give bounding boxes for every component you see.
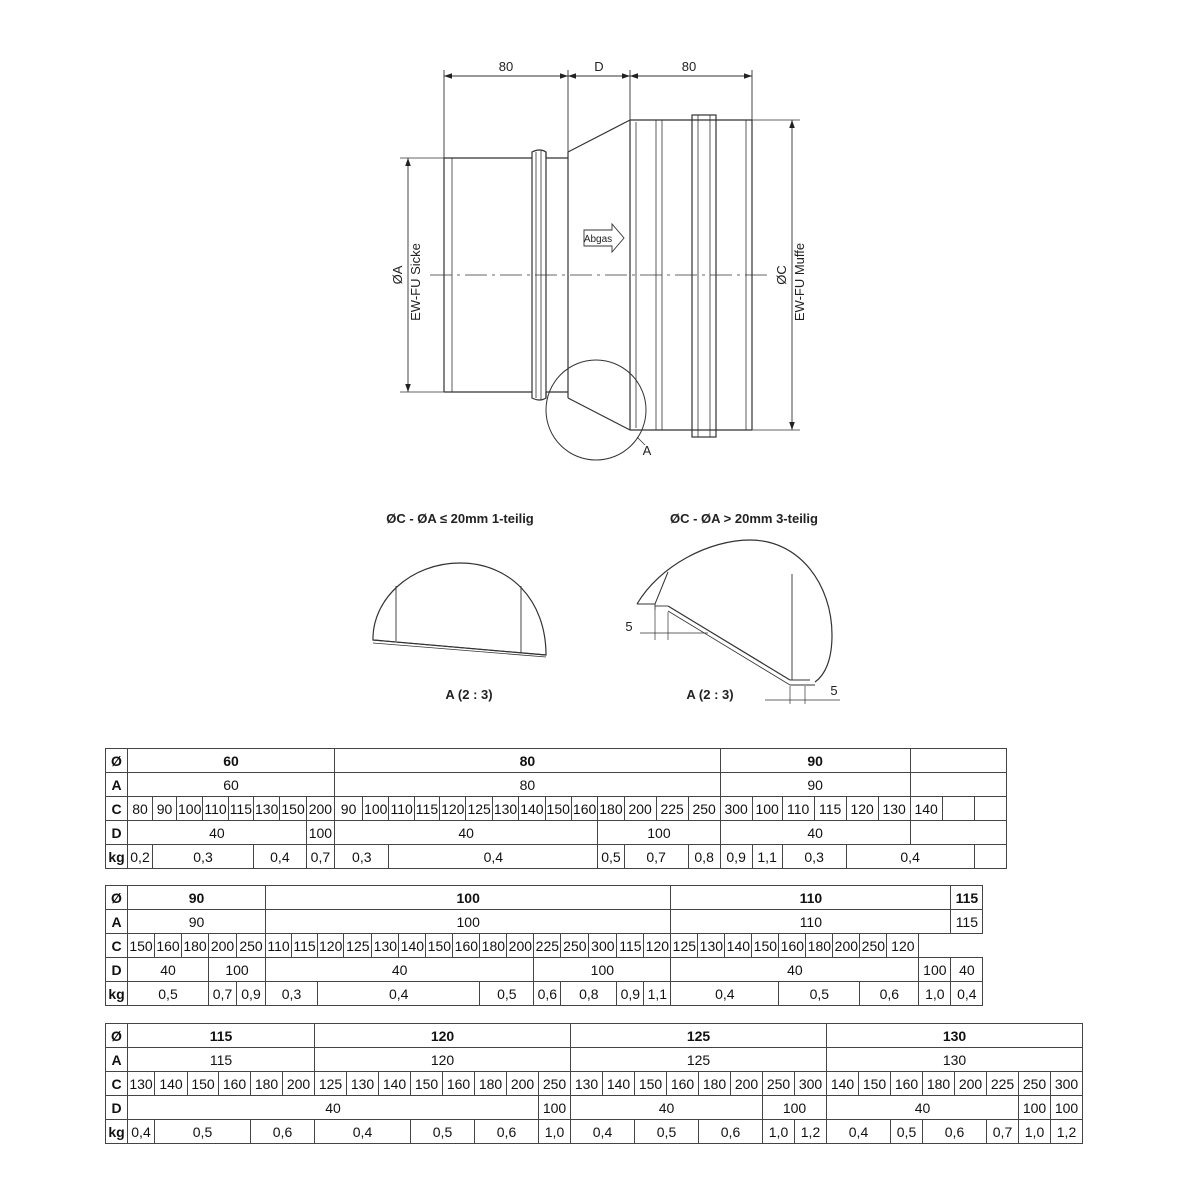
kg-value-cell: 0,6 [860, 982, 919, 1006]
table-row [106, 797, 1007, 821]
c-value-cell: 250 [763, 1072, 795, 1096]
kg-value-cell: 1,1 [752, 845, 782, 869]
kg-value-cell: 0,4 [827, 1120, 891, 1144]
row-header: C [106, 797, 128, 821]
kg-value-cell: 0,9 [617, 982, 644, 1006]
kg-value-cell: 0,7 [624, 845, 688, 869]
kg-value-cell: 0,5 [779, 982, 860, 1006]
c-value-cell: 130 [128, 1072, 155, 1096]
c-value-cell: 90 [153, 797, 177, 821]
d-value-cell [910, 821, 1006, 845]
table-row [106, 1024, 1083, 1048]
row-header: kg [106, 1120, 128, 1144]
c-value-cell: 80 [128, 797, 153, 821]
c-value-cell: 130 [492, 797, 518, 821]
c-value-cell: 140 [725, 934, 752, 958]
kg-value-cell: 0,4 [128, 1120, 155, 1144]
c-value-cell: 115 [814, 797, 846, 821]
table-row [106, 1072, 1083, 1096]
a-value-cell: 115 [951, 910, 983, 934]
table-row [106, 821, 1007, 845]
row-header: kg [106, 845, 128, 869]
kg-value-cell: 1,0 [763, 1120, 795, 1144]
kg-value-cell: 0,5 [891, 1120, 923, 1144]
row-header: A [106, 773, 128, 797]
c-value-cell: 110 [203, 797, 228, 821]
d-value-cell: 40 [128, 958, 209, 982]
c-value-cell: 150 [859, 1072, 891, 1096]
c-value-cell: 130 [878, 797, 910, 821]
kg-value-cell: 0,5 [411, 1120, 475, 1144]
kg-value-cell: 0,5 [598, 845, 624, 869]
c-value-cell: 180 [480, 934, 507, 958]
c-value-cell: 140 [827, 1072, 859, 1096]
d-value-cell: 100 [763, 1096, 827, 1120]
diameter-group-cell: 100 [266, 886, 671, 910]
c-value-cell: 100 [363, 797, 389, 821]
c-value-cell: 160 [571, 797, 597, 821]
c-value-cell: 100 [752, 797, 782, 821]
dim-top-mid: D [594, 59, 604, 74]
diameter-group-cell: 115 [951, 886, 983, 910]
c-value-cell: 115 [617, 934, 644, 958]
c-value-cell: 140 [519, 797, 545, 821]
kg-value-cell: 0,3 [335, 845, 389, 869]
table-row [106, 1048, 1083, 1072]
c-value-cell: 130 [372, 934, 399, 958]
a-value-cell: 80 [335, 773, 721, 797]
row-header: Ø [106, 886, 128, 910]
kg-value-cell: 0,4 [389, 845, 598, 869]
c-value-cell: 180 [923, 1072, 955, 1096]
c-value-cell: 300 [795, 1072, 827, 1096]
c-value-cell: 150 [426, 934, 453, 958]
kg-value-cell: 0,6 [534, 982, 561, 1006]
row-header: D [106, 958, 128, 982]
spec-table [105, 1023, 1083, 1144]
c-value-cell: 180 [251, 1072, 283, 1096]
detail2-caption: A (2 : 3) [686, 687, 734, 702]
diameter-group-cell: 130 [827, 1024, 1083, 1048]
c-value-cell: 150 [280, 797, 306, 821]
kg-value-cell: 0,8 [688, 845, 720, 869]
c-value-cell: 125 [315, 1072, 347, 1096]
detail1-caption: A (2 : 3) [445, 687, 493, 702]
diameter-group-cell: 80 [335, 749, 721, 773]
kg-value-cell: 0,5 [635, 1120, 699, 1144]
kg-value-cell: 0,2 [128, 845, 153, 869]
row-header: A [106, 1048, 128, 1072]
a-value-cell: 125 [571, 1048, 827, 1072]
detail2-dim-2: 5 [830, 683, 838, 698]
kg-value-cell: 0,3 [266, 982, 318, 1006]
c-value-cell: 120 [846, 797, 878, 821]
c-value-cell: 225 [656, 797, 688, 821]
kg-value-cell: 1,0 [919, 982, 951, 1006]
a-value-cell: 60 [128, 773, 335, 797]
kg-value-cell: 0,9 [720, 845, 752, 869]
a-value-cell: 90 [720, 773, 910, 797]
detail2-dim-1: 5 [625, 619, 633, 634]
d-value-cell: 40 [827, 1096, 1019, 1120]
kg-value-cell: 0,4 [254, 845, 307, 869]
d-value-cell: 40 [720, 821, 910, 845]
kg-value-cell: 0,4 [951, 982, 983, 1006]
row-header: D [106, 1096, 128, 1120]
d-value-cell: 100 [919, 958, 951, 982]
c-value-cell: 225 [534, 934, 561, 958]
c-value-cell: 150 [545, 797, 571, 821]
c-value-cell: 150 [635, 1072, 667, 1096]
diameter-group-cell: 90 [720, 749, 910, 773]
diameter-group-cell: 60 [128, 749, 335, 773]
left-dia-label: ØA [390, 265, 405, 285]
d-value-cell: 40 [335, 821, 598, 845]
c-value-cell: 150 [188, 1072, 219, 1096]
c-value-cell: 140 [603, 1072, 635, 1096]
d-value-cell: 100 [539, 1096, 571, 1120]
table-row [106, 1120, 1083, 1144]
c-value-cell: 100 [177, 797, 203, 821]
c-value-cell: 250 [688, 797, 720, 821]
table-row [106, 886, 983, 910]
detail2-title: ØC - ØA > 20mm 3-teilig [670, 511, 818, 526]
c-value-cell: 180 [475, 1072, 507, 1096]
kg-value-cell: 0,6 [923, 1120, 987, 1144]
c-value-cell: 160 [667, 1072, 699, 1096]
table-row [106, 982, 983, 1006]
c-value-cell: 160 [891, 1072, 923, 1096]
c-value-cell: 250 [1019, 1072, 1051, 1096]
c-value-cell: 115 [228, 797, 253, 821]
spec-table [105, 885, 983, 1006]
detail1-title: ØC - ØA ≤ 20mm 1-teilig [386, 511, 534, 526]
c-value-cell: 200 [955, 1072, 987, 1096]
c-value-cell: 125 [671, 934, 698, 958]
c-value-cell: 200 [731, 1072, 763, 1096]
c-value-cell: 125 [466, 797, 492, 821]
c-value-cell: 150 [128, 934, 155, 958]
c-value-cell: 200 [283, 1072, 315, 1096]
right-dia-label: ØC [774, 265, 789, 285]
c-value-cell: 250 [237, 934, 266, 958]
kg-value-cell: 0,7 [209, 982, 237, 1006]
table-row [106, 958, 983, 982]
c-value-cell: 200 [507, 934, 534, 958]
c-value-cell: 250 [539, 1072, 571, 1096]
c-value-cell: 115 [292, 934, 318, 958]
d-value-cell: 40 [571, 1096, 763, 1120]
c-value-cell: 160 [219, 1072, 251, 1096]
d-value-cell: 100 [534, 958, 671, 982]
c-value-cell: 110 [266, 934, 292, 958]
table-row [106, 845, 1007, 869]
c-value-cell: 140 [155, 1072, 188, 1096]
kg-value-cell: 0,6 [699, 1120, 763, 1144]
diameter-group-cell [910, 749, 1006, 773]
spec-table-3 [105, 1023, 1083, 1144]
dim-top-left: 80 [498, 59, 514, 74]
d-value-cell: 100 [306, 821, 334, 845]
diameter-group-cell: 120 [315, 1024, 571, 1048]
table-row [106, 1096, 1083, 1120]
kg-value-cell: 1,2 [1051, 1120, 1083, 1144]
spec-table [105, 748, 1007, 869]
d-value-cell: 40 [951, 958, 983, 982]
row-header: Ø [106, 1024, 128, 1048]
c-value-cell: 140 [910, 797, 942, 821]
diameter-group-cell: 110 [671, 886, 951, 910]
c-value-cell: 200 [306, 797, 334, 821]
kg-value-cell: 0,7 [987, 1120, 1019, 1144]
c-value-cell: 130 [571, 1072, 603, 1096]
c-value-cell: 160 [453, 934, 480, 958]
right-name-label: EW-FU Muffe [792, 242, 807, 322]
c-value-cell: 120 [644, 934, 671, 958]
spec-table-2 [105, 885, 983, 1006]
c-value-cell: 200 [624, 797, 656, 821]
kg-value-cell: 0,4 [571, 1120, 635, 1144]
kg-value-cell: 0,7 [306, 845, 334, 869]
c-value-cell: 125 [344, 934, 372, 958]
row-header: Ø [106, 749, 128, 773]
c-value-cell: 180 [598, 797, 624, 821]
table-row [106, 773, 1007, 797]
d-value-cell: 40 [128, 821, 307, 845]
c-value-cell: 250 [561, 934, 589, 958]
row-header: A [106, 910, 128, 934]
kg-value-cell: 1,0 [539, 1120, 571, 1144]
c-value-cell: 300 [589, 934, 617, 958]
d-value-cell: 100 [598, 821, 720, 845]
kg-value-cell: 0,6 [475, 1120, 539, 1144]
a-value-cell: 110 [671, 910, 951, 934]
kg-value-cell: 0,4 [846, 845, 974, 869]
c-value-cell: 130 [698, 934, 725, 958]
c-value-cell: 130 [254, 797, 280, 821]
spec-table-1 [105, 748, 1007, 869]
c-value-cell: 115 [414, 797, 439, 821]
kg-value-cell: 0,3 [153, 845, 254, 869]
a-value-cell: 115 [128, 1048, 315, 1072]
row-header: C [106, 934, 128, 958]
a-value-cell: 100 [266, 910, 671, 934]
c-value-cell: 180 [182, 934, 209, 958]
kg-value-cell: 0,5 [128, 982, 209, 1006]
c-value-cell: 250 [860, 934, 887, 958]
c-value-cell: 160 [443, 1072, 475, 1096]
c-value-cell: 300 [720, 797, 752, 821]
left-name-label: EW-FU Sicke [408, 243, 423, 321]
kg-value-cell: 1,1 [644, 982, 671, 1006]
a-value-cell: 120 [315, 1048, 571, 1072]
c-value-cell: 130 [347, 1072, 379, 1096]
d-value-cell: 40 [266, 958, 534, 982]
c-value-cell: 200 [507, 1072, 539, 1096]
kg-value-cell: 0,8 [561, 982, 617, 1006]
kg-value-cell: 0,9 [237, 982, 266, 1006]
kg-value-cell: 0,6 [251, 1120, 315, 1144]
c-value-cell: 120 [887, 934, 919, 958]
kg-value-cell: 0,3 [782, 845, 846, 869]
c-value-cell: 140 [379, 1072, 411, 1096]
diameter-group-cell: 90 [128, 886, 266, 910]
c-value-cell [974, 797, 1006, 821]
c-value-cell: 200 [209, 934, 237, 958]
dim-top-right: 80 [681, 59, 697, 74]
table-row [106, 749, 1007, 773]
c-value-cell: 150 [752, 934, 779, 958]
c-value-cell [942, 797, 974, 821]
a-value-cell: 130 [827, 1048, 1083, 1072]
detail-ref-label: A [642, 443, 652, 458]
row-header: kg [106, 982, 128, 1006]
c-value-cell: 110 [782, 797, 814, 821]
kg-value-cell: 0,5 [480, 982, 534, 1006]
d-value-cell: 100 [209, 958, 266, 982]
kg-value-cell: 1,0 [1019, 1120, 1051, 1144]
kg-value-cell: 0,4 [318, 982, 480, 1006]
table-row [106, 934, 983, 958]
a-value-cell [910, 773, 1006, 797]
c-value-cell: 150 [411, 1072, 443, 1096]
a-value-cell: 90 [128, 910, 266, 934]
row-header: C [106, 1072, 128, 1096]
c-value-cell: 90 [335, 797, 363, 821]
kg-value-cell: 1,2 [795, 1120, 827, 1144]
diameter-group-cell: 125 [571, 1024, 827, 1048]
c-value-cell: 110 [389, 797, 414, 821]
kg-value-cell: 0,4 [315, 1120, 411, 1144]
kg-value-cell [974, 845, 1006, 869]
c-value-cell: 300 [1051, 1072, 1083, 1096]
d-value-cell: 100 [1051, 1096, 1083, 1120]
c-value-cell: 120 [440, 797, 466, 821]
kg-value-cell: 0,4 [671, 982, 779, 1006]
c-value-cell: 180 [699, 1072, 731, 1096]
c-value-cell: 160 [155, 934, 182, 958]
kg-value-cell: 0,5 [155, 1120, 251, 1144]
d-value-cell: 100 [1019, 1096, 1051, 1120]
c-value-cell: 180 [806, 934, 833, 958]
flow-label: Abgas [583, 234, 613, 245]
d-value-cell: 40 [671, 958, 919, 982]
c-value-cell: 225 [987, 1072, 1019, 1096]
c-value-cell: 160 [779, 934, 806, 958]
c-value-cell: 140 [399, 934, 426, 958]
c-value-cell: 120 [318, 934, 344, 958]
c-value-cell: 200 [833, 934, 860, 958]
d-value-cell: 40 [128, 1096, 539, 1120]
table-row [106, 910, 983, 934]
row-header: D [106, 821, 128, 845]
diameter-group-cell: 115 [128, 1024, 315, 1048]
